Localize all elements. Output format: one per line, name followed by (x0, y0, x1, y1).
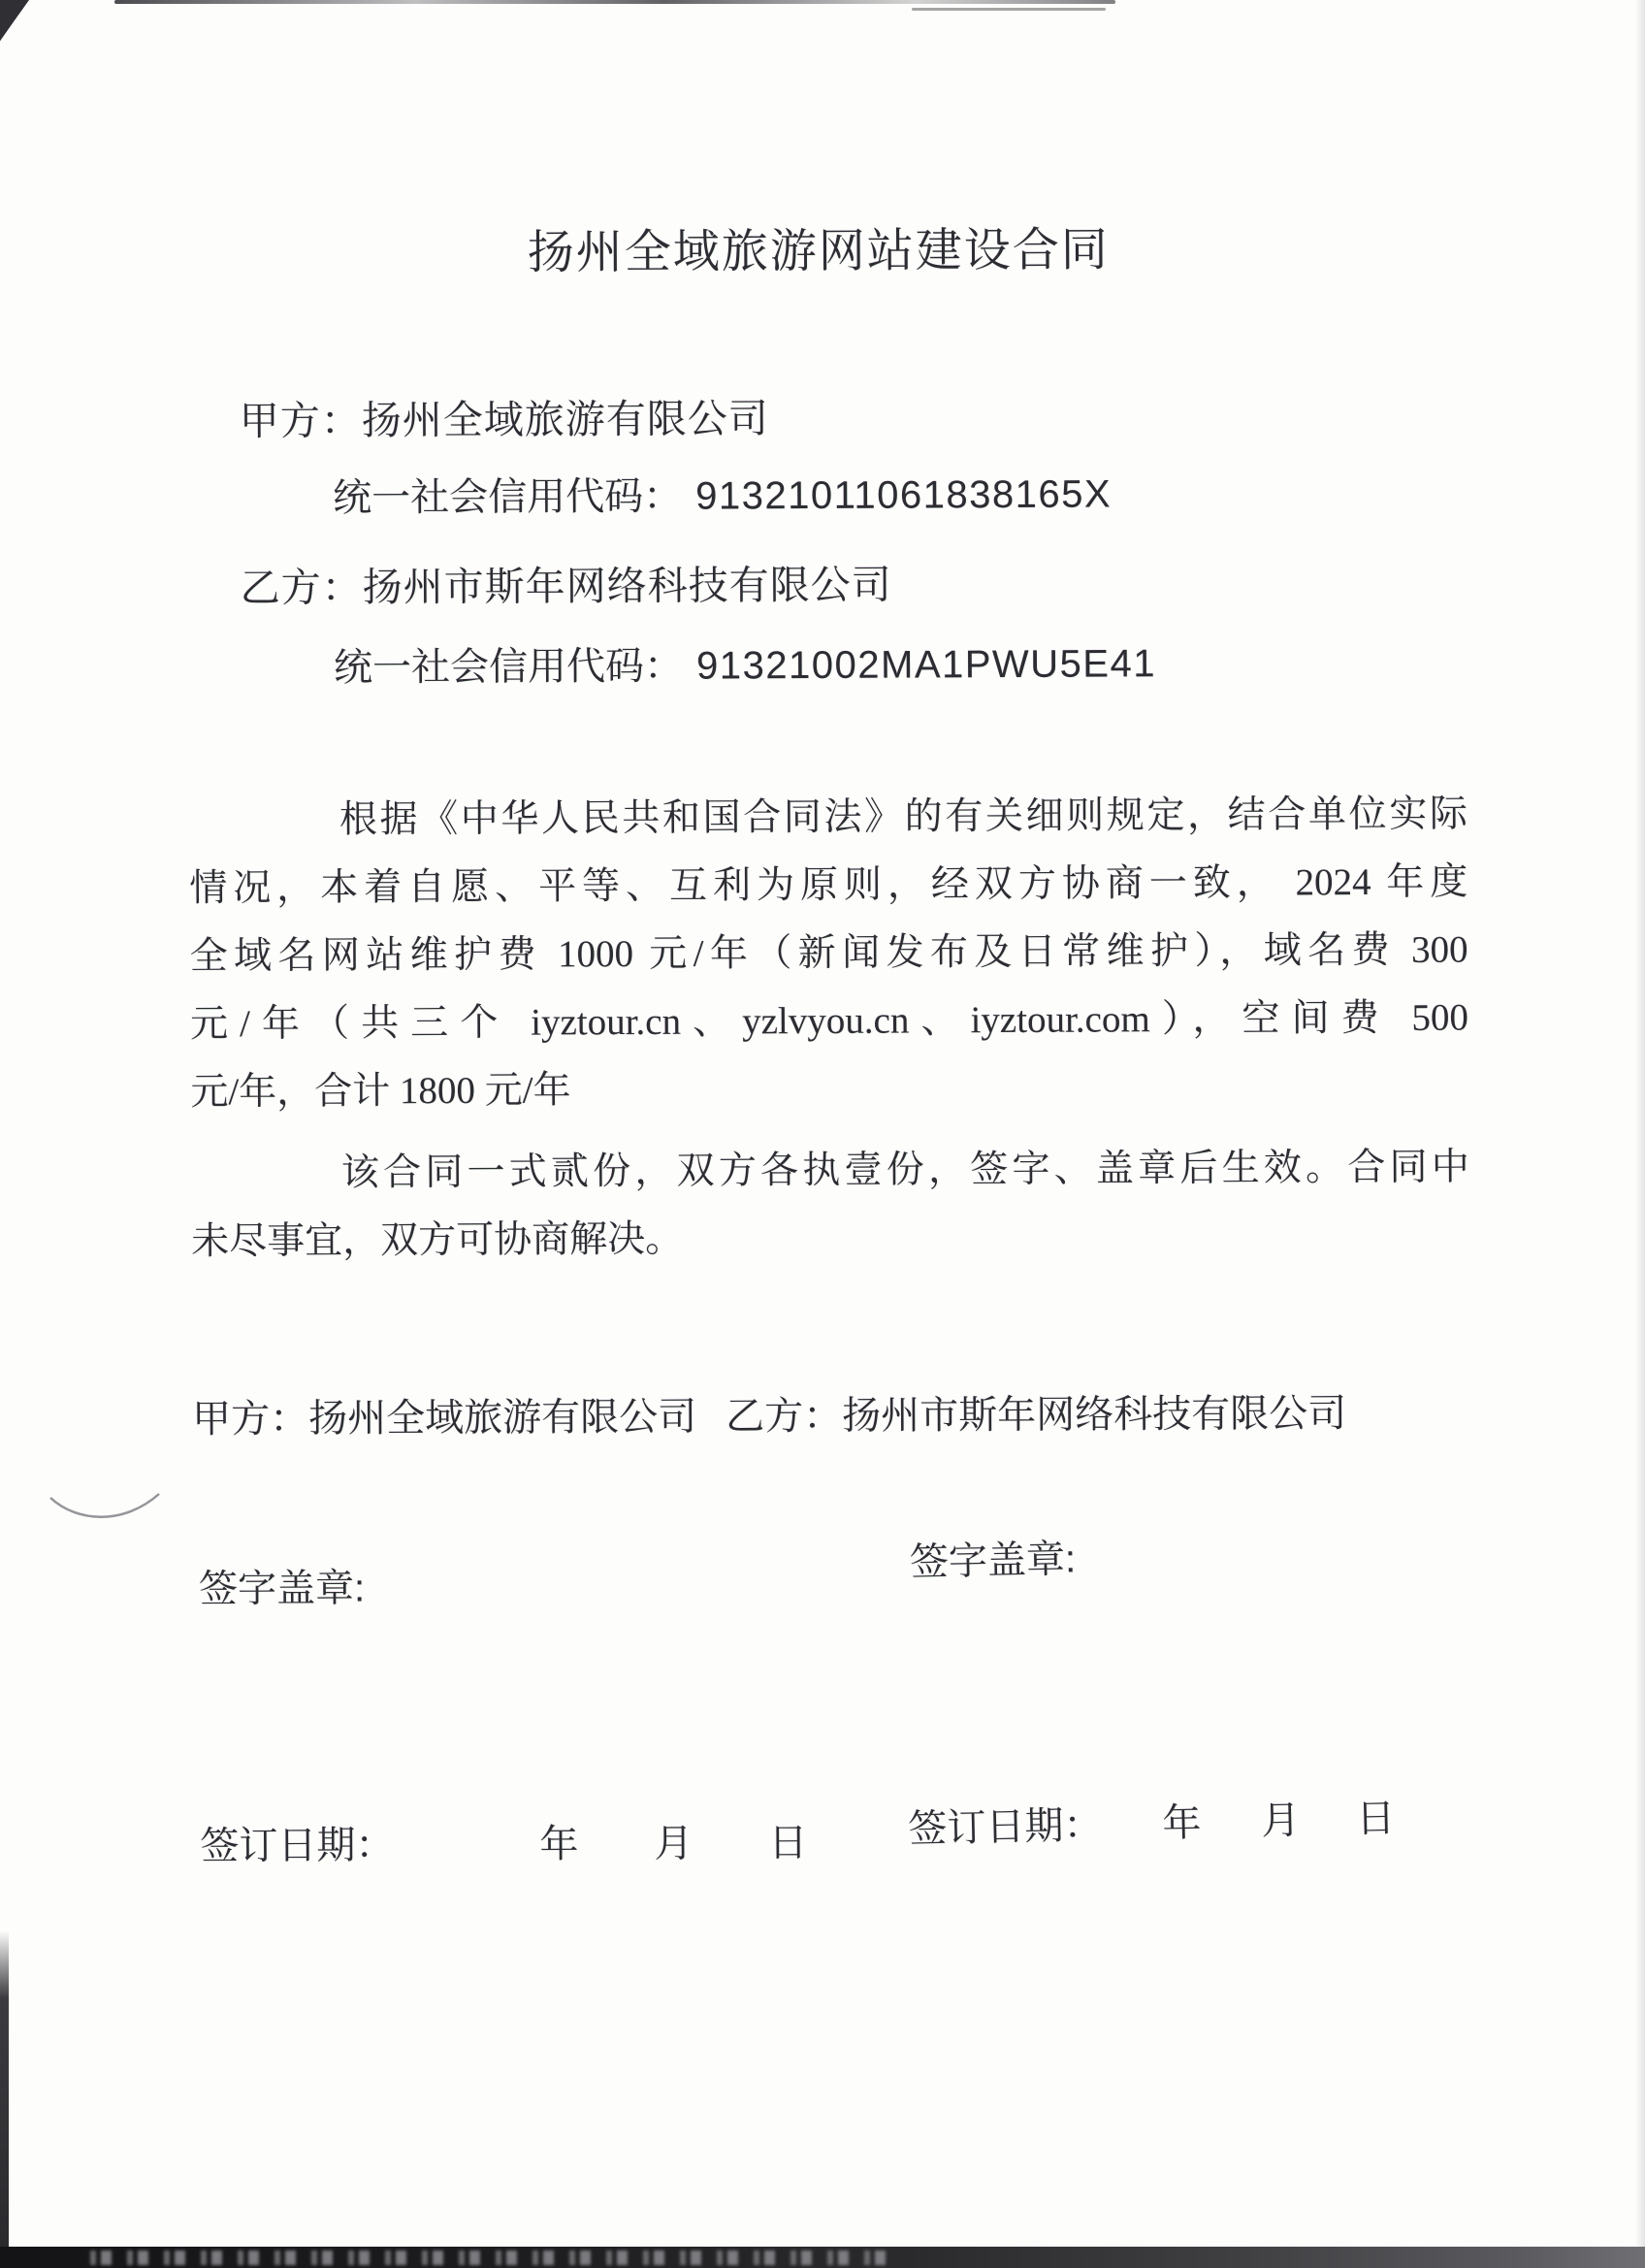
contract-line: 元/年，合计 1800 元/年 (190, 1069, 571, 1114)
party-b-credit-line (334, 632, 1156, 692)
party-b-credit-label: 统一社会信用代码： (333, 644, 684, 690)
seal-label-party-a: 签字盖章: (198, 1567, 366, 1611)
contract-line: 根据《中华人民共和国合同法》的有关细则规定，结合单位实际 (339, 793, 1468, 841)
contract-paragraph-copies (191, 1134, 1470, 1277)
signing-party-b: 乙方：扬州市斯年网络科技有限公司 (726, 1392, 1347, 1439)
party-b-name: 扬州市斯年网络科技有限公司 (362, 562, 892, 610)
contract-line: 元/年（共三个 iyztour.cn、yzlvyou.cn、iyztour.com），空间费 500 (189, 996, 1469, 1046)
scan-left-edge-artifact (0, 1930, 9, 2268)
date-label: 签订日期： (200, 1824, 395, 1868)
contract-paragraph-terms (189, 781, 1469, 1127)
date-row-party-b (908, 1788, 1396, 1854)
party-b-label: 乙方： (240, 565, 363, 611)
party-b-line (240, 553, 891, 614)
party-a-credit-line (333, 463, 1112, 522)
contract-line: 未尽事宜，双方可协商解决。 (191, 1217, 684, 1263)
contract-title: 扬州全域旅游网站建设合同 (527, 224, 1110, 279)
party-a-label: 甲方： (239, 398, 362, 444)
contract-line: 情况，本着自愿、平等、互利为原则，经双方协商一致， 2024 年度 (189, 860, 1468, 910)
scan-bottom-ghost-text (82, 2251, 887, 2265)
signing-parties-line (192, 1382, 1346, 1443)
scan-top-edge-artifact (114, 0, 1115, 4)
contract-line: 全域名网站维护费 1000 元/年（新闻发布及日常维护），域名费 300 (189, 928, 1468, 978)
date-row-party-a (200, 1812, 807, 1870)
party-a-name: 扬州全域旅游有限公司 (361, 396, 769, 443)
scan-scratch-mark (48, 1490, 165, 1529)
party-a-credit-code: 91321011061838165X (695, 472, 1113, 518)
date-year-field: 年 (1161, 1801, 1202, 1845)
date-month-field: 月 (1260, 1798, 1301, 1843)
scan-top-edge-artifact (912, 8, 1106, 11)
date-day-field: 日 (1355, 1797, 1396, 1841)
date-label: 签订日期： (907, 1803, 1103, 1851)
scan-right-edge-shadow (1635, 0, 1645, 2268)
signing-party-a: 甲方：扬州全域旅游有限公司 (192, 1395, 697, 1442)
seal-label-party-b: 签字盖章: (909, 1538, 1077, 1584)
party-a-credit-label: 统一社会信用代码： (333, 474, 683, 520)
date-year-field: 年 (539, 1823, 579, 1866)
date-month-field: 月 (654, 1822, 693, 1865)
party-a-line (240, 386, 769, 446)
date-day-field: 日 (768, 1822, 808, 1865)
contract-line: 该合同一式贰份，双方各执壹份，签字、盖章后生效。合同中 (340, 1146, 1469, 1194)
party-b-credit-code: 91321002MA1PWU5E41 (695, 642, 1157, 688)
